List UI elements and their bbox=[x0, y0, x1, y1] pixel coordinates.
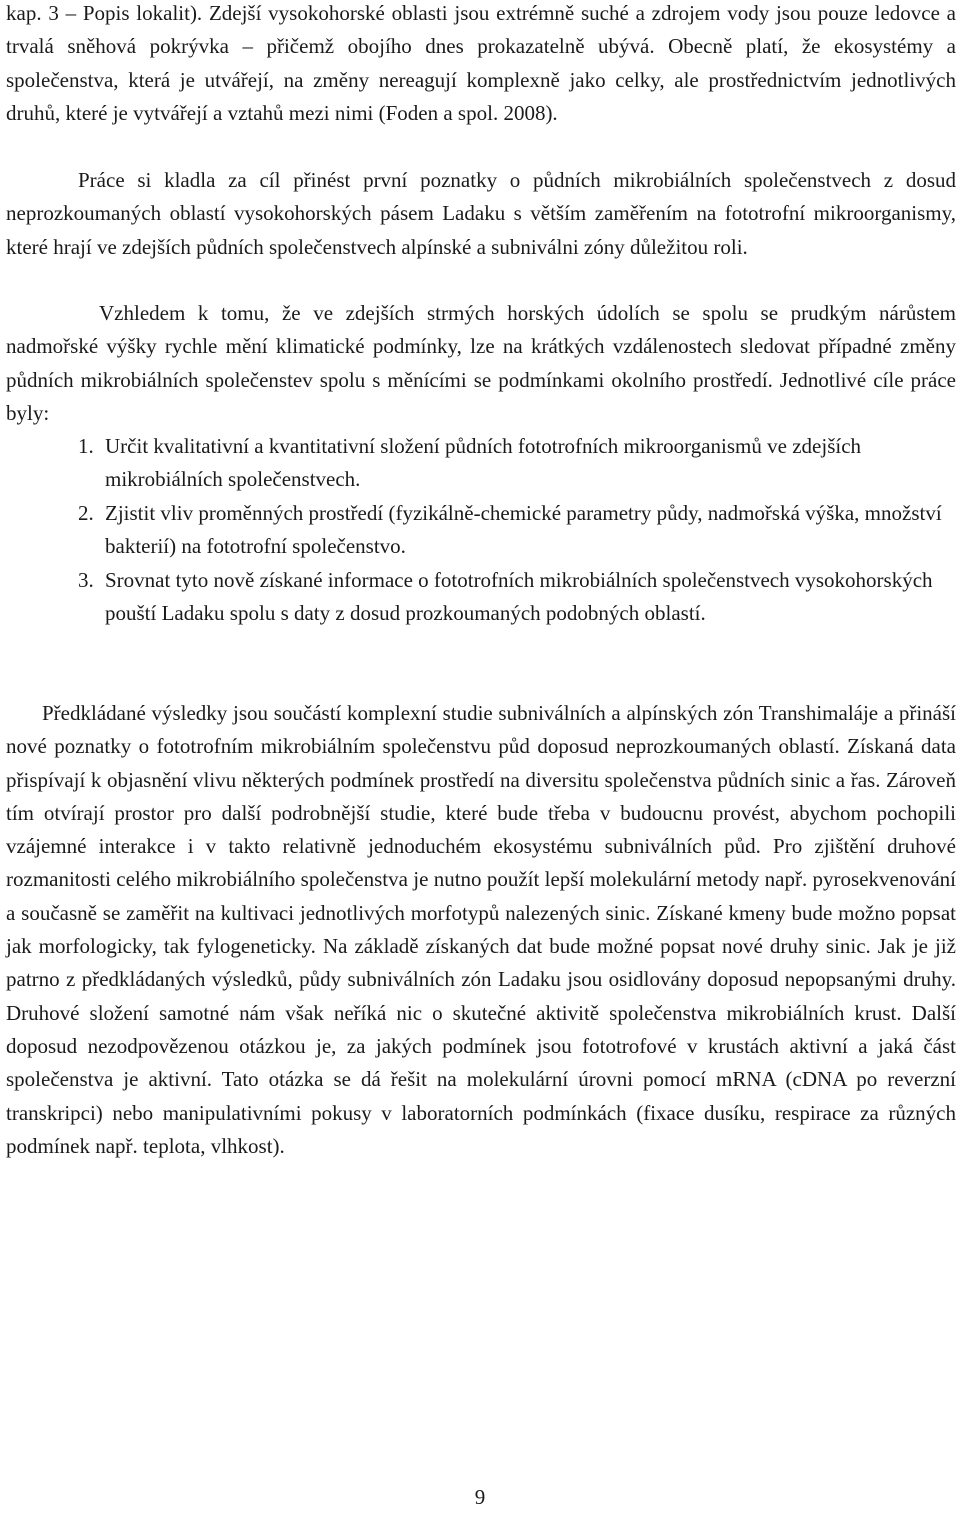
goal-item bbox=[78, 497, 958, 564]
page-number: 9 bbox=[474, 1485, 486, 1509]
goal-item bbox=[78, 564, 958, 631]
paragraph-site-description-end: kap. 3 – Popis lokalit). Zdejší vysokohorské oblasti jsou extrémně suché a zdrojem vody jsou pouze ledovce a trvalá sněhová pokrývka – přičemž obojího dnes prokazatelně ubývá. Obecně platí, že ekosystémy a společenstva, která je utvářejí, na změny nereagují komplexně jako celky, ale prostřednictvím jednotlivých druhů, které je vytvářejí a vztahů mezi nimi (Foden a spol. 2008). bbox=[6, 1, 956, 125]
goal-number: 2. bbox=[78, 501, 94, 525]
paragraph-goals-intro: Vzhledem k tomu, že ve zdejších strmých horských údolích se spolu se prudkým nárůstem nadmořské výšky rychle mění klimatické podmínky, lze na krátkých vzdálenostech sledovat případné změny půdních mikrobiálních společenstev spolu s měnícími se podmínkami okolního prostředí. Jednotlivé cíle práce byly: bbox=[6, 301, 956, 425]
goal-text: Určit kvalitativní a kvantitativní složení půdních fototrofních mikroorganismů ve zdejších mikrobiálních společenstvech. bbox=[105, 434, 862, 492]
goal-number: 3. bbox=[78, 568, 94, 592]
paragraph-results-outlook: Předkládané výsledky jsou součástí komplexní studie subniválních a alpínských zón Transhimaláje a přináší nové poznatky o fototrofním mikrobiálním společenstvu půd doposud neprozkoumaných oblastí. Získaná data přispívají k objasnění vlivu některých podmínek prostředí na diversitu společenstva půdních sinic a řas. Zároveň tím otvírají prostor pro další podrobnější studie, které bude třeba v budoucnu provést, abychom pochopili vzájemné interakce i v takto relativně jednoduchém ekosystému subniválních půd. Pro zjištění druhové rozmanitosti celého mikrobiálního společenstva je nutno použít lepší molekulární metody např. pyrosekvenování a současně se zaměřit na kultivaci jednotlivých morfotypů nalezených sinic. Získané kmeny bude možno popsat jak morfologicky, tak fylogeneticky. Na základě získaných dat bude možné popsat nové druhy sinic. Jak je již patrno z předkládaných výsledků, půdy subniválních zón Ladaku jsou osidlovány doposud nepopsanými druhy. Druhové složení samotné nám však neříká nic o skutečné aktivitě společenstva mikrobiálních krust. Další doposud nezodpovězenou otázkou je, za jakých podmínek jsou fototrofové v krustách aktivní a jaká část společenstva je aktivní. Tato otázka se dá řešit na molekulární úrovni pomocí mRNA (cDNA po reverzní transkripci) nebo manipulativními pokusy v laboratorních podmínkách (fixace dusíku, respirace za různých podmínek např. teplota, vlhkost). bbox=[6, 701, 956, 1158]
goals-list bbox=[78, 430, 958, 631]
goal-text: Zjistit vliv proměnných prostředí (fyzikálně-chemické parametry půdy, nadmořská výška, množství bakterií) na fototrofní společenstvo. bbox=[105, 501, 942, 559]
goal-number: 1. bbox=[78, 434, 94, 458]
goal-item bbox=[78, 430, 958, 497]
goal-text: Srovnat tyto nově získané informace o fototrofních mikrobiálních společenstvech vysokohorských pouští Ladaku spolu s daty z dosud prozkoumaných podobných oblastí. bbox=[105, 568, 933, 626]
paragraph-thesis-aim: Práce si kladla za cíl přinést první poznatky o půdních mikrobiálních společenstvech z dosud neprozkoumaných oblastí vysokohorských pásem Ladaku s větším zaměřením na fototrofní mikroorganismy, které hrají ve zdejších půdních společenstvech alpínské a subniválni zóny důležitou roli. bbox=[6, 168, 956, 259]
